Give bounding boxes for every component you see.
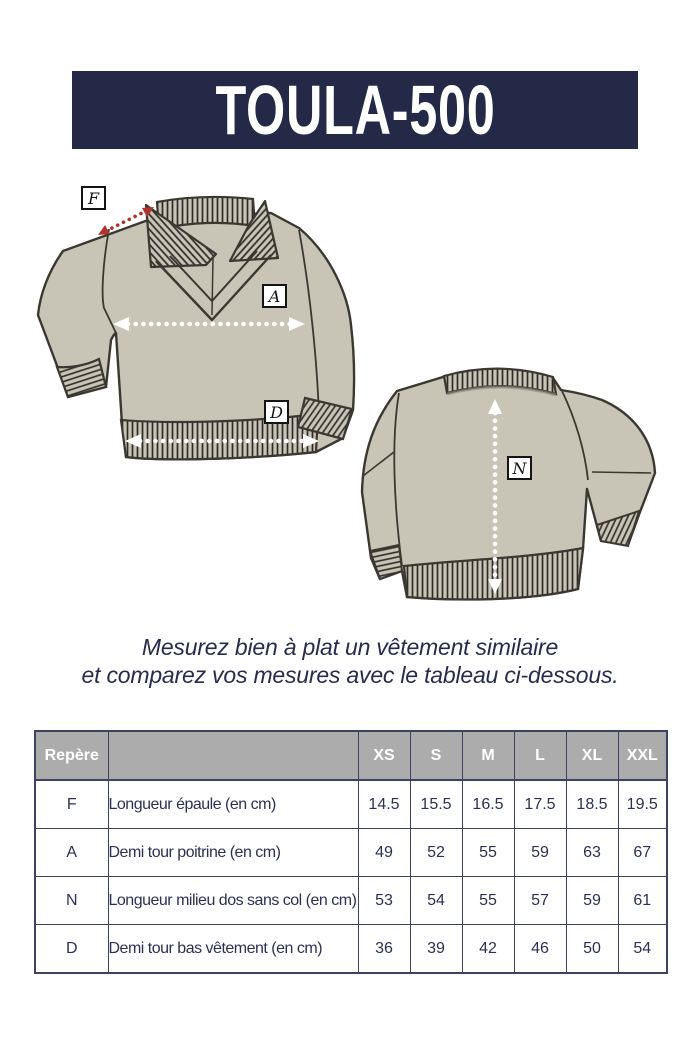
value-cell: 61 <box>618 877 667 925</box>
value-cell: 54 <box>410 877 462 925</box>
label-a-text: A <box>268 286 281 306</box>
value-cell: 18.5 <box>566 780 618 829</box>
value-cell: 57 <box>514 877 566 925</box>
header-size-s: S <box>410 731 462 780</box>
table-row-d <box>35 925 667 974</box>
value-cell: 17.5 <box>514 780 566 829</box>
placket-center-line <box>212 257 213 315</box>
table-row-a <box>35 829 667 877</box>
row-code: D <box>35 925 108 974</box>
row-code: A <box>35 829 108 877</box>
value-cell: 54 <box>618 925 667 974</box>
value-cell: 59 <box>514 829 566 877</box>
value-cell: 52 <box>410 829 462 877</box>
header-size-xs: XS <box>358 731 410 780</box>
value-cell: 36 <box>358 925 410 974</box>
value-cell: 63 <box>566 829 618 877</box>
value-cell: 49 <box>358 829 410 877</box>
header-repere: Repère <box>35 731 108 780</box>
value-cell: 15.5 <box>410 780 462 829</box>
header-size-l: L <box>514 731 566 780</box>
header-size-m: M <box>462 731 514 780</box>
row-measure-name: Longueur épaule (en cm) <box>108 780 358 829</box>
product-title: TOULA-500 <box>214 71 496 149</box>
label-n-text: N <box>512 458 527 478</box>
header-empty <box>108 731 358 780</box>
title-banner <box>72 71 638 149</box>
instruction-line-1: Mesurez bien à plat un vêtement similaire <box>141 634 559 660</box>
size-table-header-row <box>35 731 667 780</box>
value-cell: 50 <box>566 925 618 974</box>
row-code: F <box>35 780 108 829</box>
value-cell: 39 <box>410 925 462 974</box>
value-cell: 59 <box>566 877 618 925</box>
value-cell: 55 <box>462 877 514 925</box>
value-cell: 53 <box>358 877 410 925</box>
value-cell: 16.5 <box>462 780 514 829</box>
instruction-line-2: et comparez vos mesures avec le tableau ci-dessous. <box>81 662 619 688</box>
header-size-xl: XL <box>566 731 618 780</box>
table-row-f <box>35 780 667 829</box>
measure-label-d <box>264 400 289 424</box>
table-row-n <box>35 877 667 925</box>
value-cell: 55 <box>462 829 514 877</box>
label-d-text: D <box>270 402 283 422</box>
row-measure-name: Longueur milieu dos sans col (en cm) <box>108 877 358 925</box>
row-measure-name: Demi tour poitrine (en cm) <box>108 829 358 877</box>
header-size-xxl: XXL <box>618 731 667 780</box>
value-cell: 19.5 <box>618 780 667 829</box>
row-code: N <box>35 877 108 925</box>
measuring-instruction <box>0 633 700 689</box>
sweater-front-illustration <box>36 180 360 470</box>
sweater-back-illustration <box>358 345 660 625</box>
label-f-text: F <box>87 188 100 208</box>
measure-label-a <box>262 284 287 308</box>
value-cell: 14.5 <box>358 780 410 829</box>
value-cell: 46 <box>514 925 566 974</box>
size-table <box>34 730 668 974</box>
row-measure-name: Demi tour bas vêtement (en cm) <box>108 925 358 974</box>
value-cell: 67 <box>618 829 667 877</box>
back-elbow-crease <box>592 472 651 473</box>
measure-label-n <box>507 456 532 480</box>
value-cell: 42 <box>462 925 514 974</box>
measure-label-f <box>81 186 106 210</box>
